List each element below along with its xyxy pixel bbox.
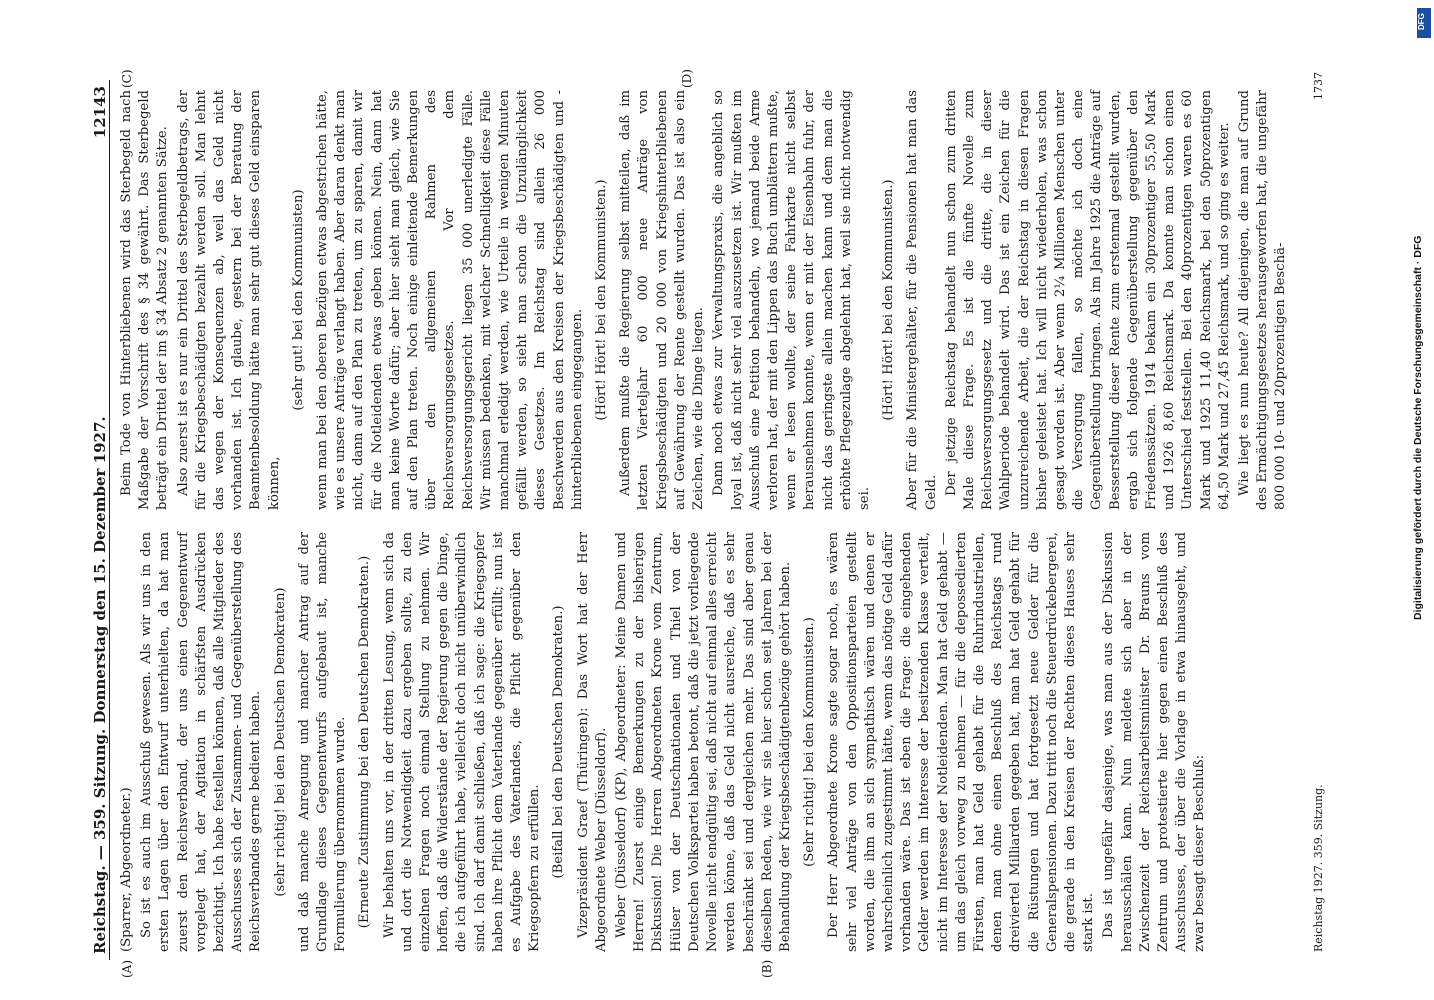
paragraph: Der Herr Abgeordnete Krone sagte sogar noch, es wären sehr viel Anträge von den Oppositionsparteien gestellt worden, die ihm an sich sympathisch wären und denen er wahrscheinlich zugestimmt hätte, wenn das nötige Geld dafür vorhanden wäre. Das ist eben die Frage: die eingehenden Gelder werden im Interesse der besitzenden Klasse verteilt, nicht im Interesse der Notleidenden. Man hat Geld gehabt — um das gleich vorweg zu nehmen — für die depossedierten Fürsten, man hat Geld gehabt für die Ruhrindustriellen, denen man ohne einen Beschluß des Reichstags rund dreiviertel Milliarden gegeben hat, man hat Geld gehabt für die Rüstungen und hat fortgesetzt neue Gelder für die Generalspensionen. Dazu tritt noch die Steuerdrückebergerei, die gerade in den Kreisen der Rechten dieses Hauses sehr stark ist.	[826, 532, 1097, 952]
paragraph: wenn man bei den oberen Bezügen etwas abgestrichen hätte, wie es unsere Anträge verlangt haben. Aber daran denkt man nicht, dann auf den Plan zu treten, um zu sparen, damit wir für die Notleidenden etwas geben können. Nein, dann hat man keine Worte dafür; aber hier sieht man gleich, wie Sie auf den Plan treten. Noch einige einleitende Bemerkungen über den allgemeinen Rahmen des Reichsversorgungsgesetzes. Vor dem Reichsversorgungsgericht liegen 35 000 unerledigte Fälle. Wir müssen bedenken, mit welcher Schnelligkeit diese Fälle manchmal erledigt werden, wie Urteile in wenigen Minuten gefällt werden, so sieht man schon die Unzulänglichkeit dieses Gesetzes. Im Reichstag sind allein 26 000 Beschwerden aus den Kreisen der Kriegsbeschädigten und -hinterbliebenen eingegangen.	[315, 90, 585, 510]
right-column	[118, 90, 1293, 510]
paragraph: So ist es auch im Ausschuß gewesen. Als wir uns in den ersten Lagen über den Entwurf unterhielten, da hat man zuerst den Reichsverband, der uns einen Gegenentwurf vorgelegt hat, der Agitation in schärfsten Ausdrücken bezichtigt. Ich habe festellen können, daß alle Mitglieder des Ausschusses sich der Zusammen- und Gegenüberstellung des Reichsverbandes gerne bedient haben.	[139, 532, 264, 952]
margin-marker-c: (C)	[120, 69, 134, 88]
paragraph: (Hört! Hört! bei den Kommunisten.)	[594, 179, 610, 421]
paragraph: (Erneute Zustimmung bei den Deutschen Demokraten.)	[357, 555, 373, 929]
left-column	[118, 532, 1212, 952]
margin-marker-a: (A)	[120, 959, 134, 978]
paragraph: und daß manche Anregung und mancher Antrag auf der Grundlage dieses Gegenentwurfs aufgebaut ist, manche Formulierung übernommen wurde.	[296, 532, 349, 952]
paragraph: (Beifall bei den Deutschen Demokraten.)	[551, 605, 567, 879]
paragraph: (sehr richtig! bei den Deutschen Demokraten)	[272, 587, 288, 897]
header-title: Reichstag. — 359. Sitzung. Donnerstag den 15. Dezember 1927.	[91, 416, 109, 954]
sidebar-credit-text: Digitalisierung gefördert durch die Deutsche Forschungsgemeinschaft · DFG	[1412, 235, 1424, 620]
paragraph: Der jetzige Reichstag behandelt nun schon zum dritten Male diese Frage. Es ist die fünfte Novelle zum Reichsversorgungsgesetz und die dritte, die in dieser Wahlperiode behandelt wird. Das ist ein Zeichen für die unzureichende Arbeit, die der Reichstag in diesen Fragen bisher geleistet hat. Ich will nicht wiederholen, was schon gesagt worden ist. Aber wenn 2¼ Millionen Menschen unter die Versorgung fallen, so möchte ich doch eine Gegenüberstellung bringen. Als im Jahre 1925 die Anträge auf Besserstellung dieser Rente zum erstenmal gestellt wurden, ergab sich folgende Gegenüberstellung gegenüber den Friedenssätzen. 1914 bekam ein 30prozentiger 55,50 Mark und 1926 8,60 Reichsmark. Da konnte man schon einen Unterschied feststellen. Bei den 40prozentigen waren es 60 Mark und 1925 11,40 Reichsmark, bei den 50prozentigen 64,50 Mark und 27,45 Reichsmark, und so ging es weiter.	[943, 90, 1232, 510]
margin-marker-d: (D)	[680, 69, 694, 88]
paragraph: Aber für die Ministergehälter, für die Pensionen hat man das Geld.	[905, 90, 939, 510]
header-page-number: 12143	[91, 86, 109, 139]
paragraph: (Sehr richtig! bei den Kommunisten.)	[802, 617, 818, 867]
dfg-logo-text: DFG	[1417, 13, 1426, 30]
paragraph: Weber (Düsseldorf) (KP), Abgeordneter: Meine Damen und Herren! Zuerst einige Bemerkungen zu der bisherigen Diskussion! Die Herren Abgeordneten Krone vom Zentrum, Hülser von der Deutschnationalen und Thiel von der Deutschen Volkspartei haben betont, daß die jetzt vorliegende Novelle nicht endgültig sei, daß nicht auf einmal alles erreicht werden könne, daß das Geld nicht ausreiche, daß es sehr beschränkt sei und dergleichen mehr. Das sind aber genau dieselben Reden, wie wir sie hier schon seit Jahren bei der Behandlung der Kriegsbeschädigtenbezüge gehört haben.	[614, 532, 793, 952]
paragraph: (Sparrer, Abgeordneter.)	[119, 787, 134, 952]
paragraph: Also zuerst ist es nur ein Drittel des Sterbegeldbetrags, der für die Kriegsbeschädigten bezahlt werden soll. Man lehnt das wegen der Konsequenzen ab, weil das Geld nicht vorhanden ist. Ich glaube, gestern bei der Beratung der Beamtenbesoldung hätte man sehr gut dieses Geld einsparen können,	[175, 90, 282, 510]
digitization-sidebar	[1412, 0, 1434, 1000]
paragraph: Außerdem mußte die Regierung selbst mitteilen, daß im letzten Vierteljahr 60 000 neue Anträge von Kriegsbeschädigten und 20 000 von Kriegshinterbliebenen auf Gewährung der Rente gestellt wurden. Das ist also ein Zeichen, wie die Dinge liegen.	[618, 90, 707, 510]
rotated-document	[80, 69, 1390, 978]
paragraph: Vizepräsident Graef (Thüringen): Das Wort hat der Herr Abgeordnete Weber (Düsseldorf).	[575, 532, 609, 952]
paragraph: (Hört! Hört! bei den Kommunisten.)	[881, 179, 897, 421]
paragraph: Dann noch etwas zur Verwaltungspraxis, die angeblich so loyal ist, daß nicht sehr viel auszusetzen ist. Wir mußten im Ausschuß eine Petition behandeln, wo jemand beide Arme verloren hat, der mit den Lippen das Buch umblättern mußte, wenn er lesen wollte, der seine Fahrkarte nicht selbst herausnehmen konnte, wenn er mit der Eisenbahn fuhr, der nicht das geringste allein machen kann und dem man die erhöhte Pflegezulage abgelehnt hat, weil sie nicht notwendig sei.	[711, 90, 872, 510]
page-header	[80, 80, 110, 960]
paragraph: Das ist ungefähr dasjenige, was man aus der Diskussion herausschälen kann. Nun meldete sich aber in der Zwischenzeit der Reichsarbeitsminister Dr. Brauns vom Zentrum und protestierte hier gegen einen Beschluß des Ausschusses, der über die Vorlage in etwa hinausgeht, und zwar besagt dieser Beschluß:	[1101, 532, 1208, 952]
paragraph: (sehr gut! bei den Kommunisten)	[290, 189, 306, 411]
paragraph: Wie liegt es nun heute? All diejenigen, die man auf Grund des Ermächtigungsgesetzes herausgeworfen hat, die ungefähr 800 000 10- und 20prozentigen Beschä-	[1236, 90, 1289, 510]
footer-page-number: 1737	[1312, 72, 1325, 100]
dfg-logo	[1417, 8, 1431, 38]
margin-marker-b: (B)	[760, 959, 774, 978]
paragraph: Wir behalten uns vor, in der dritten Lesung, wenn sich da und dort die Notwendigkeit dazu ergeben sollte, zu den einzelnen Fragen noch einmal Stellung zu nehmen. Wir hoffen, daß die Widerstände der Regierung gegen die Dinge, die ich aufgeführt habe, vielleicht doch nicht unüberwindlich sind. Ich darf damit schließen, daß ich sage: die Kriegsopfer haben ihre Pflicht dem Vaterlande gegenüber erfüllt; nun ist es Aufgabe des Vaterlandes, die Pflicht gegenüber den Kriegsopfern zu erfüllen.	[381, 532, 543, 952]
paragraph: Beim Tode von Hinterbliebenen wird das Sterbegeld nach Maßgabe der Vorschrift des § 34 gewährt. Das Sterbegeld beträgt ein Drittel der im § 34 Absatz 2 genannten Sätze.	[119, 90, 171, 510]
footer-note: Reichstag 1927. 359. Sitzung.	[1312, 784, 1325, 952]
